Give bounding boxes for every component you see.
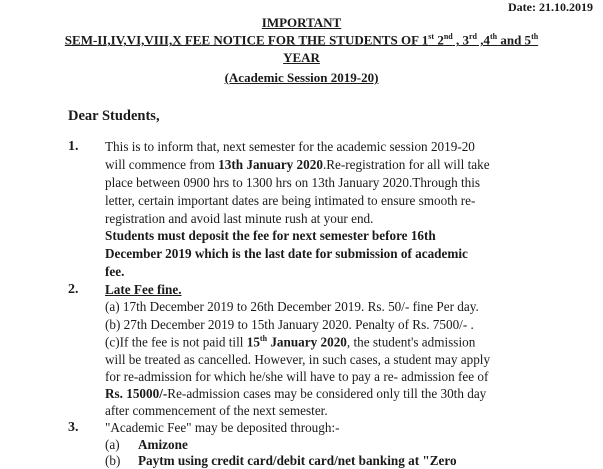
- item-1-line-2-pre: will commence from: [105, 157, 219, 172]
- late-fee-c-month: January 2020: [267, 334, 347, 350]
- item-3-line-1: "Academic Fee" may be deposited through:-: [105, 420, 340, 435]
- heading-subtitle-text: SEM-II,IV,VI,VIII,X FEE NOTICE FOR THE STUDENTS OF 1: [64, 32, 429, 48]
- sup-th-5: th: [531, 32, 539, 41]
- item-1-line-4: letter, certain important dates are being intimated to ensure smooth re-: [105, 193, 476, 208]
- salutation: Dear Students,: [68, 108, 160, 124]
- heading-session: (Academic Session 2019-20): [224, 70, 379, 85]
- late-fee-title: Late Fee fine.: [105, 282, 182, 297]
- item-1-line-2: [105, 157, 490, 173]
- heading-year: YEAR: [283, 50, 320, 65]
- late-fee-c-post: , the student's admission: [346, 334, 476, 350]
- payment-option-a: Amizone: [138, 437, 188, 452]
- item-1-line-1: This is to inform that, next semester for the academic session 2019-20: [105, 139, 475, 154]
- heading-4: ,4: [476, 32, 490, 48]
- payment-option-b-label: (b): [105, 453, 121, 468]
- item-2-line-6-post: Re-admission cases may be considered only till the 30th day: [167, 386, 487, 401]
- late-fee-c-sup: th: [259, 334, 268, 343]
- heading-5: and 5: [497, 32, 532, 48]
- item-1-number: 1.: [68, 139, 79, 154]
- late-fee-c-pre: (c)If the fee is not paid till: [105, 334, 247, 350]
- sup-th-4: th: [489, 32, 498, 41]
- item-2-line-7: after commencement of the next semester.: [105, 403, 328, 418]
- payment-option-b: [138, 453, 457, 469]
- item-1-line-5: registration and avoid last minute rush at your end.: [105, 211, 374, 226]
- late-fee-c-day: 15: [246, 334, 260, 350]
- late-fee-b: (b) 27th December 2019 to 15th January 2020. Penalty of Rs. 7500/- .: [105, 317, 474, 332]
- item-2-line-5: for re-admission for which he/she will have to pay a re- admission fee of: [105, 369, 489, 384]
- readmission-fee: Rs. 15000/-: [105, 386, 168, 401]
- heading-2: 2: [434, 32, 444, 48]
- item-1-line-3: place between 0900 hrs to 1300 hrs on 13th January 2020.Through this: [105, 175, 481, 190]
- sup-nd: nd: [443, 32, 453, 41]
- deadline-notice-line-3: fee.: [105, 264, 125, 279]
- item-1-line-2-post: .Re-registration for all will take: [322, 157, 490, 172]
- late-fee-c: [105, 334, 475, 350]
- payment-option-b-text: Paytm using credit card/debit card/net banking at "Zero: [138, 453, 457, 468]
- payment-option-a-label: (a): [105, 437, 120, 452]
- heading-important: IMPORTANT: [261, 15, 342, 30]
- item-2-line-6: [105, 386, 486, 402]
- deadline-notice-line-1: Students must deposit the fee for next semester before 16th: [105, 228, 436, 243]
- heading-subtitle: [0, 32, 603, 48]
- item-2-line-4: will be treated as cancelled. However, in such cases, a student may apply: [105, 352, 491, 367]
- commencement-date: 13th January 2020: [218, 157, 323, 172]
- heading-3: , 3: [452, 32, 469, 48]
- sup-st: st: [428, 32, 435, 41]
- sup-rd: rd: [468, 32, 477, 41]
- deadline-notice-line-2: December 2019 which is the last date for submission of academic: [105, 246, 468, 261]
- item-3-number: 3.: [68, 420, 79, 435]
- item-2-number: 2.: [68, 282, 79, 297]
- notice-date: Date: 21.10.2019: [508, 0, 593, 14]
- late-fee-a: (a) 17th December 2019 to 26th December 2019. Rs. 50/- fine Per day.: [105, 299, 479, 314]
